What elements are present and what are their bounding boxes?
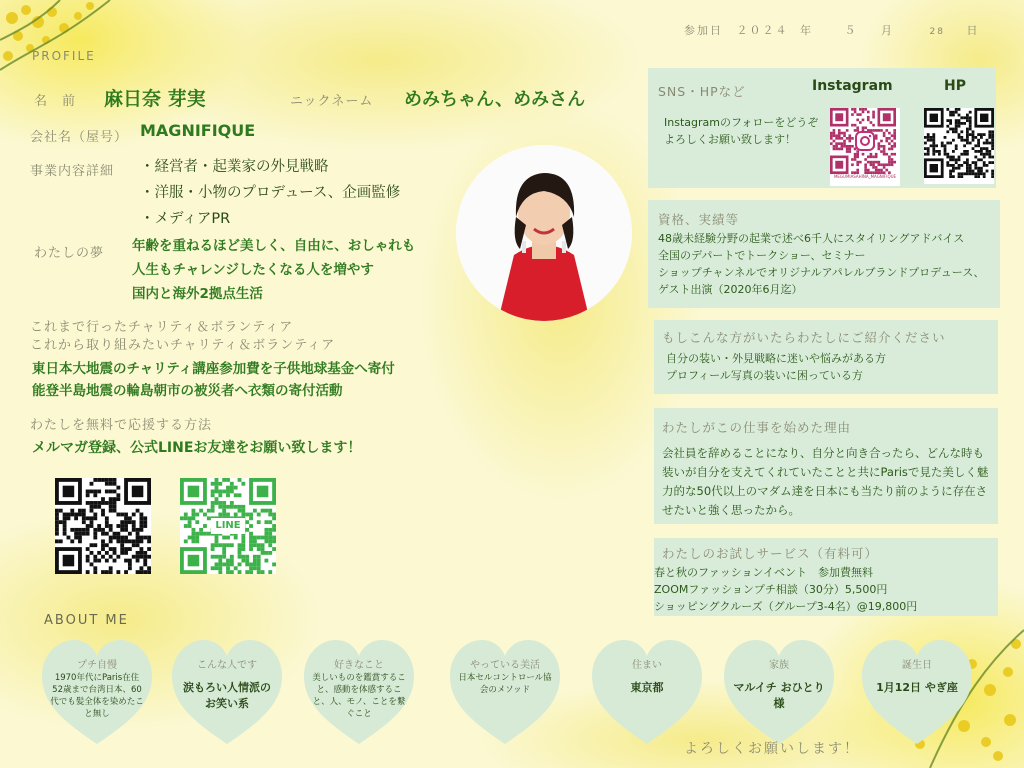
referral-text [666,350,992,384]
business-list [140,154,400,232]
line-qr-label: LINE [211,518,245,534]
hp-qr-code[interactable] [924,108,994,184]
about-heart-title: 家族 [769,660,789,671]
reason-panel [654,408,998,524]
join-date [684,22,979,38]
about-heart-title: 誕生日 [902,660,932,671]
dream-label: わたしの夢 [34,246,105,261]
about-heart [588,636,706,748]
line-qr-code[interactable] [180,478,276,574]
instagram-icon [855,131,875,151]
qr-code-icon [55,478,151,574]
trial-line: ZOOMファッションプチ相談（30分）5,500円 [654,583,888,596]
join-month-unit: 月 [881,24,894,37]
support-text: メルマガ登録、公式LINEお友達をお願い致します！ [32,440,362,456]
trial-title: わたしのお試しサービス（有料可） [662,546,879,561]
instagram-qr-code[interactable] [830,108,900,186]
business-item: ・メディアPR [140,211,231,227]
support-label: わたしを無料で応援する方法 [30,418,213,433]
qualifications-panel [648,200,1000,308]
trial-service-panel [654,538,998,616]
profile-name: 麻日奈 芽実 [104,88,206,110]
dream-line: 人生もチャレンジしたくなる人を増やす [132,262,374,278]
instagram-handle: MEGUMIASAHINA_MAGNIFIQUE [833,174,897,179]
about-heart-body: 1月12日 やぎ座 [876,681,958,694]
sns-panel [648,68,996,188]
qualification-line: 全国のデパートでトークショー、セミナー [658,249,866,262]
reason-text: 会社員を辞めることになり、自分と向き合ったら、どんな時も装いが自分を支えてくれていたことと共にParisで見た美しく魅力的な50代以上のマダム達を日本にも当たり前のように存在させたいと強く思ったから。 [662,446,989,517]
about-heart-title: 住まい [632,660,662,671]
about-heart-body: マルイチ おひとり様 [733,681,825,710]
about-heart-title: プチ自慢 [77,660,117,671]
profile-photo [456,145,632,321]
qualifications-title: 資格、実績等 [658,212,740,227]
about-heart [38,636,156,748]
business-label: 事業内容詳細 [30,164,115,179]
charity-line: 能登半島地震の輪島朝市の被災者へ衣類の寄付活動 [32,383,343,399]
join-year-unit: 年 [800,24,813,37]
charity-text [32,358,395,402]
trial-line: 春と秋のファッションイベント 参加費無料 [654,566,874,579]
dream-line: 国内と海外2拠点生活 [132,286,263,302]
referral-line: プロフィール写真の装いに困っている方 [666,369,863,382]
name-label: 名 前 [34,94,77,109]
qualification-line: ショップチャンネルでオリジナルアパレルブランドプロデュース、ゲスト出演（2020年6月迄） [658,266,985,296]
about-heart-body: 東京都 [630,681,664,694]
trial-text [654,564,998,615]
dream-line: 年齢を重ねるほど美しく、自由に、おしゃれも [132,238,416,254]
business-item: ・洋服・小物のプロデュース、企画監修 [140,185,401,201]
about-heart-title: こんな人です [197,660,257,671]
referral-title: もしこんな方がいたらわたしにご紹介ください [662,330,946,345]
dream-text [132,234,415,306]
referral-panel [654,320,998,394]
trial-line: ショッピングクルーズ（グループ3-4名）@19,800円 [654,600,918,613]
instagram-label: Instagram [812,78,893,94]
about-heart-body: 涙もろい人情派のお笑い系 [183,681,271,710]
mail-magazine-qr-code[interactable] [55,478,151,574]
profile-section-title: PROFILE [32,49,96,63]
join-day-unit: 日 [966,24,980,37]
join-label: 参加日 [684,24,723,37]
nickname-label: ニックネーム [290,94,374,109]
qualifications-text [658,230,994,298]
instagram-note: Instagramのフォローをどうぞよろしくお願い致します！ [664,116,819,146]
reason-title: わたしがこの仕事を始めた理由 [662,420,852,435]
charity-label-future: これから取り組みたいチャリティ＆ボランティア [30,338,336,353]
join-day: 28 [929,27,945,37]
about-heart [720,636,838,748]
qualification-line: 48歳未経験分野の起業で述べ6千人にスタイリングアドバイス [658,232,965,245]
about-title: ABOUT ME [44,613,129,628]
about-heart-body: 日本セルコントロール協会のメソッド [458,673,552,695]
about-heart [168,636,286,748]
hp-label: HP [944,78,966,94]
portrait-illustration [456,145,632,321]
nickname: めみちゃん、めみさん [404,89,586,110]
company-name: MAGNIFIQUE [140,121,256,140]
business-item: ・経営者・起業家の外見戦略 [140,159,329,175]
about-heart-body: 1970年代にParis在住52歳まで台湾日本、60代でも髪全体を染めたこと無し [50,673,144,719]
qr-code-icon [924,108,994,178]
charity-label-past: これまで行ったチャリティ＆ボランティア [30,320,294,335]
about-heart [300,636,418,748]
company-label: 会社名（屋号） [30,130,129,145]
about-heart-body: 美しいものを鑑賞すること、感動を体感すること、人、モノ、ことを繋ぐこと [312,673,406,719]
about-heart-title: 好きなこと [334,660,384,671]
about-heart [446,636,564,748]
about-heart-title: やっている美活 [470,660,540,671]
charity-line: 東日本大地震のチャリティ講座参加費を子供地球基金へ寄付 [32,361,395,377]
referral-line: 自分の装い・外見戦略に迷いや悩みがある方 [666,352,886,365]
sns-title: SNS・HPなど [658,84,746,99]
join-year: ２０２４ [736,24,789,37]
about-heart [858,636,976,748]
join-month: ５ [844,24,858,37]
closing-message: よろしくお願いします！ [684,741,860,757]
